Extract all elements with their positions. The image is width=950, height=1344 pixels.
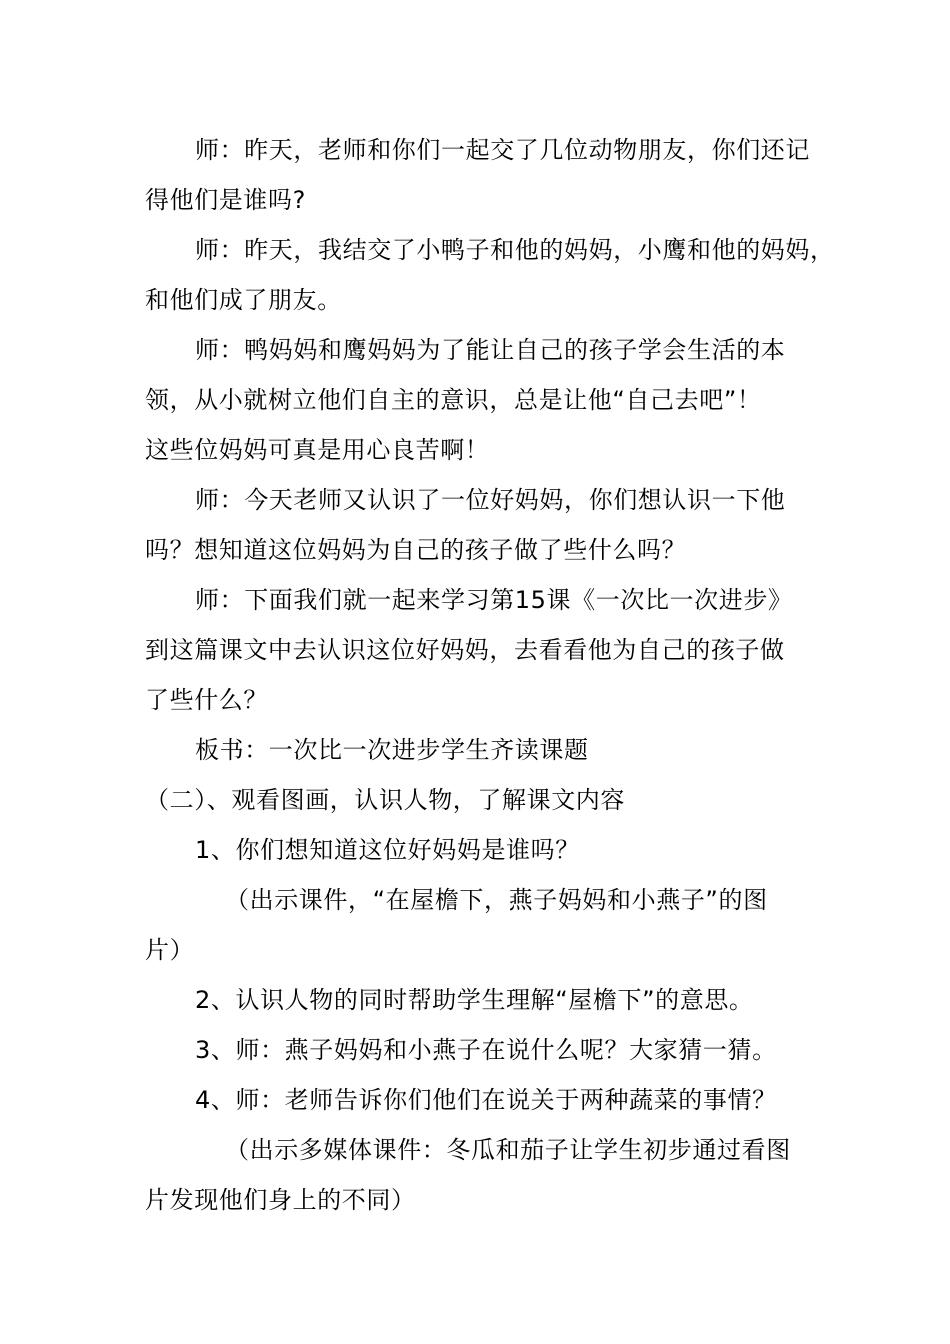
- note-line-3: （出示多媒体课件：冬瓜和茄子让学生初步通过看图: [225, 1136, 791, 1164]
- section-heading: （二）、观看图画，认识人物，了解课文内容: [145, 786, 625, 814]
- paragraph-line-11: 到这篇课文中去认识这位好妈妈，去看看他为自己的孩子做: [145, 636, 785, 664]
- paragraph-line-4: 和他们成了朋友。: [145, 286, 342, 314]
- paragraph-line-6: 领，从小就树立他们自主的意识，总是让他“自己去吧”！: [145, 386, 762, 414]
- list-item-4: 4、师：老师告诉你们他们在说关于两种蔬菜的事情？: [195, 1086, 777, 1114]
- blackboard-line: 板书：一次比一次进步学生齐读课题: [195, 736, 589, 764]
- paragraph-line-10: 师：下面我们就一起来学习第15课《一次比一次进步》: [195, 586, 793, 614]
- paragraph-line-2: 得他们是谁吗?: [145, 186, 306, 214]
- paragraph-line-3: 师：昨天，我结交了小鸭子和他的妈妈，小鹰和他的妈妈，: [195, 236, 835, 264]
- paragraph-line-12: 了些什么？: [145, 686, 268, 714]
- note-line-2: 片）: [145, 936, 195, 964]
- list-item-2: 2、认识人物的同时帮助学生理解“屋檐下”的意思。: [195, 986, 754, 1014]
- note-line-1: （出示课件，“在屋檐下，燕子妈妈和小燕子”的图: [225, 886, 768, 914]
- paragraph-line-8: 师：今天老师又认识了一位好妈妈，你们想认识一下他: [195, 486, 786, 514]
- paragraph-line-7: 这些位妈妈可真是用心良苦啊！: [145, 436, 490, 464]
- paragraph-line-1: 师：昨天，老师和你们一起交了几位动物朋友，你们还记: [195, 136, 810, 164]
- paragraph-line-5: 师：鸭妈妈和鹰妈妈为了能让自己的孩子学会生活的本: [195, 336, 786, 364]
- list-item-3: 3、师：燕子妈妈和小燕子在说什么呢？大家猜一猜。: [195, 1036, 777, 1064]
- note-line-4: 片发现他们身上的不同）: [145, 1186, 416, 1214]
- paragraph-line-9: 吗？想知道这位妈妈为自己的孩子做了些什么吗？: [145, 536, 687, 564]
- list-item-1: 1、你们想知道这位好妈妈是谁吗？: [195, 836, 580, 864]
